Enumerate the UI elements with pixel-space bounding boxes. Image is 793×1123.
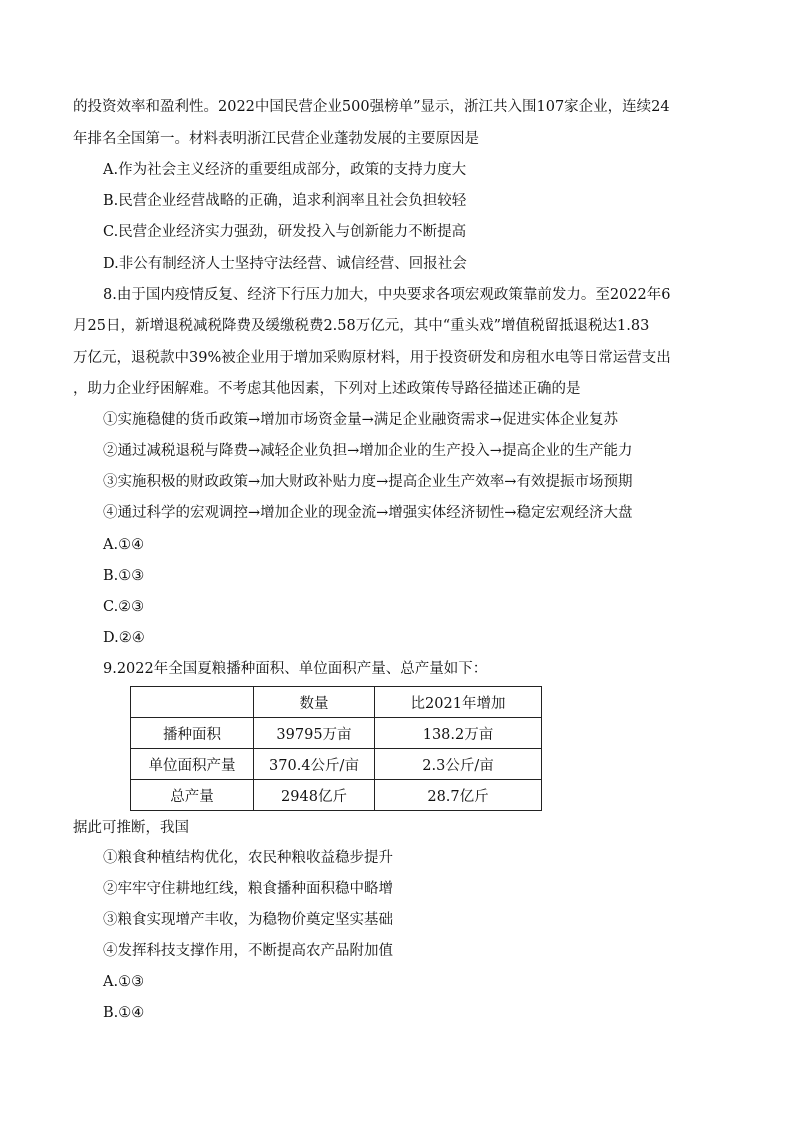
table-cell: 总产量 — [131, 780, 254, 811]
option-b: B.①④ — [103, 1005, 145, 1021]
option-a: A.①③ — [103, 974, 145, 990]
grain-data-table — [130, 686, 542, 811]
statement-4: ④发挥科技支撑作用，不断提高农产品附加值 — [103, 943, 393, 959]
statement-1: ①实施稳健的货币政策→增加市场资金量→满足企业融资需求→促进实体企业复苏 — [103, 412, 618, 428]
table-cell: 2948亿斤 — [254, 780, 375, 811]
option-c: C.民营企业经济实力强劲，研发投入与创新能力不断提高 — [103, 224, 467, 240]
table-cell: 播种面积 — [131, 718, 254, 749]
option-d: D.非公有制经济人士坚持守法经营、诚信经营、回报社会 — [103, 256, 467, 272]
table-cell: 39795万亩 — [254, 718, 375, 749]
table-cell — [131, 687, 254, 718]
table-cell: 28.7亿斤 — [375, 780, 542, 811]
text-line: 月25日，新增退税减税降费及缓缴税费2.58万亿元，其中“重头戏”增值税留抵退税达1.83 — [73, 318, 650, 334]
table-row — [131, 749, 542, 780]
table-row — [131, 718, 542, 749]
table-cell: 138.2万亩 — [375, 718, 542, 749]
question-8: 8.由于国内疫情反复、经济下行压力加大，中央要求各项宏观政策靠前发力。至2022年6 — [103, 287, 671, 303]
text-line: 的投资效率和盈利性。2022中国民营企业500强榜单”显示，浙江共入围107家企业，连续24 — [73, 99, 670, 115]
statement-1: ①粮食种植结构优化，农民种粮收益稳步提升 — [103, 850, 393, 866]
statement-2: ②牢牢守住耕地红线，粮食播种面积稳中略增 — [103, 881, 393, 897]
table-cell: 比2021年增加 — [375, 687, 542, 718]
table-cell: 2.3公斤/亩 — [375, 749, 542, 780]
table-header-row — [131, 687, 542, 718]
option-a: A.①④ — [103, 537, 145, 553]
table-row — [131, 780, 542, 811]
statement-2: ②通过减税退税与降费→减轻企业负担→增加企业的生产投入→提高企业的生产能力 — [103, 443, 633, 459]
table-cell: 数量 — [254, 687, 375, 718]
table-cell: 370.4公斤/亩 — [254, 749, 375, 780]
statement-4: ④通过科学的宏观调控→增加企业的现金流→增强实体经济韧性→稳定宏观经济大盘 — [103, 505, 633, 521]
statement-3: ③实施积极的财政政策→加大财政补贴力度→提高企业生产效率→有效提振市场预期 — [103, 474, 633, 490]
option-d: D.②④ — [103, 630, 145, 646]
text-line: ，助力企业纾困解难。不考虑其他因素，下列对上述政策传导路径描述正确的是 — [73, 381, 581, 397]
option-b: B.民营企业经营战略的正确，追求利润率且社会负担较轻 — [103, 193, 467, 209]
text-line: 据此可推断，我国 — [73, 820, 189, 836]
text-line: 万亿元，退税款中39%被企业用于增加采购原材料，用于投资研发和房租水电等日常运营支出 — [73, 350, 671, 366]
statement-3: ③粮食实现增产丰收，为稳物价奠定坚实基础 — [103, 912, 393, 928]
option-b: B.①③ — [103, 568, 145, 584]
option-a: A.作为社会主义经济的重要组成部分，政策的支持力度大 — [103, 162, 467, 178]
text-line: 年排名全国第一。材料表明浙江民营企业蓬勃发展的主要原因是 — [73, 131, 479, 147]
table-cell: 单位面积产量 — [131, 749, 254, 780]
option-c: C.②③ — [103, 599, 145, 615]
question-9: 9.2022年全国夏粮播种面积、单位面积产量、总产量如下： — [103, 661, 488, 677]
